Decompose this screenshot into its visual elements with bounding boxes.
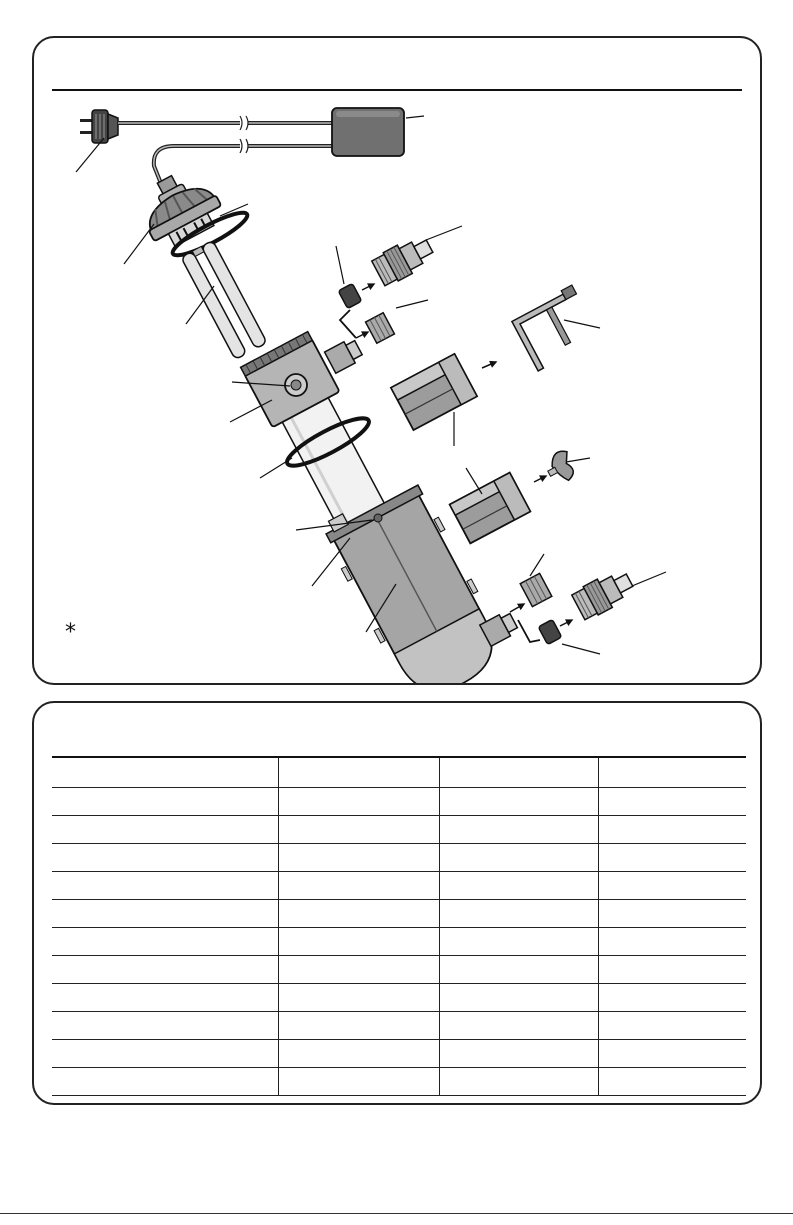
exploded-parts-diagram: [34, 38, 760, 683]
table-row: [52, 816, 746, 844]
table-cell: [440, 788, 599, 816]
mounting-bracket-icon: [510, 285, 600, 371]
table-row: [52, 1068, 746, 1096]
parts-table: [52, 756, 746, 1096]
header-cell: [440, 757, 599, 788]
suction-cup-icon: [542, 448, 579, 487]
table-row: [52, 984, 746, 1012]
table-cell: [599, 928, 747, 956]
mounting-clamp-icon: [450, 473, 531, 544]
table-cell: [279, 788, 440, 816]
table-cell: [440, 872, 599, 900]
page-bottom-rule: [0, 1213, 793, 1214]
table-cell: [279, 900, 440, 928]
grommet-icon: [538, 619, 562, 644]
table-cell: [279, 984, 440, 1012]
table-row: [52, 1040, 746, 1068]
table-header-row: [52, 757, 746, 788]
nut-icon: [520, 573, 552, 606]
table-cell: [52, 984, 279, 1012]
table-cell: [440, 984, 599, 1012]
table-row: [52, 928, 746, 956]
table-cell: [440, 844, 599, 872]
table-cell: [52, 816, 279, 844]
asterisk-note-marker: *: [65, 620, 76, 645]
table-cell: [440, 1040, 599, 1068]
table-cell: [599, 788, 747, 816]
grommet-icon: [338, 283, 362, 308]
table-cell: [599, 956, 747, 984]
table-cell: [52, 844, 279, 872]
table-cell: [440, 900, 599, 928]
table-cell: [279, 816, 440, 844]
plug-icon: [80, 110, 118, 143]
table-cell: [279, 1012, 440, 1040]
table-cell: [440, 1068, 599, 1096]
table-cell: [440, 1012, 599, 1040]
hose-connector-icon: [571, 566, 637, 621]
nut-icon: [366, 313, 395, 344]
table-cell: [52, 788, 279, 816]
table-cell: [279, 872, 440, 900]
table-cell: [599, 816, 747, 844]
table-cell: [599, 1040, 747, 1068]
table-row: [52, 900, 746, 928]
table-cell: [279, 1040, 440, 1068]
header-cell: [52, 757, 279, 788]
table-cell: [599, 1012, 747, 1040]
uv-bulb-icon: [181, 240, 267, 359]
hose-connector-icon: [325, 337, 365, 373]
table-row: [52, 872, 746, 900]
table-cell: [279, 928, 440, 956]
table-cell: [52, 1012, 279, 1040]
table-cell: [279, 1068, 440, 1096]
hose-connector-icon: [371, 232, 437, 287]
table-cell: [52, 1068, 279, 1096]
table-cell: [440, 816, 599, 844]
table-cell: [599, 984, 747, 1012]
table-cell: [440, 956, 599, 984]
table-cell: [599, 1068, 747, 1096]
table-cell: [599, 844, 747, 872]
header-cell: [279, 757, 440, 788]
header-cell: [599, 757, 747, 788]
table-cell: [52, 1040, 279, 1068]
lamp-cap-icon: [131, 162, 228, 254]
table-cell: [279, 956, 440, 984]
table-cell: [440, 928, 599, 956]
table-cell: [52, 900, 279, 928]
exploded-diagram-panel: [32, 36, 762, 685]
table-row: [52, 788, 746, 816]
table-cell: [52, 928, 279, 956]
transformer-icon: [332, 108, 404, 156]
table-row: [52, 956, 746, 984]
table-cell: [52, 872, 279, 900]
table-cell: [599, 872, 747, 900]
mounting-clamp-icon: [391, 354, 477, 430]
parts-table-panel: [32, 701, 762, 1105]
table-cell: [52, 956, 279, 984]
table-row: [52, 844, 746, 872]
table-row: [52, 1012, 746, 1040]
table-cell: [279, 844, 440, 872]
table-cell: [599, 900, 747, 928]
power-cord-icon: [118, 116, 332, 186]
